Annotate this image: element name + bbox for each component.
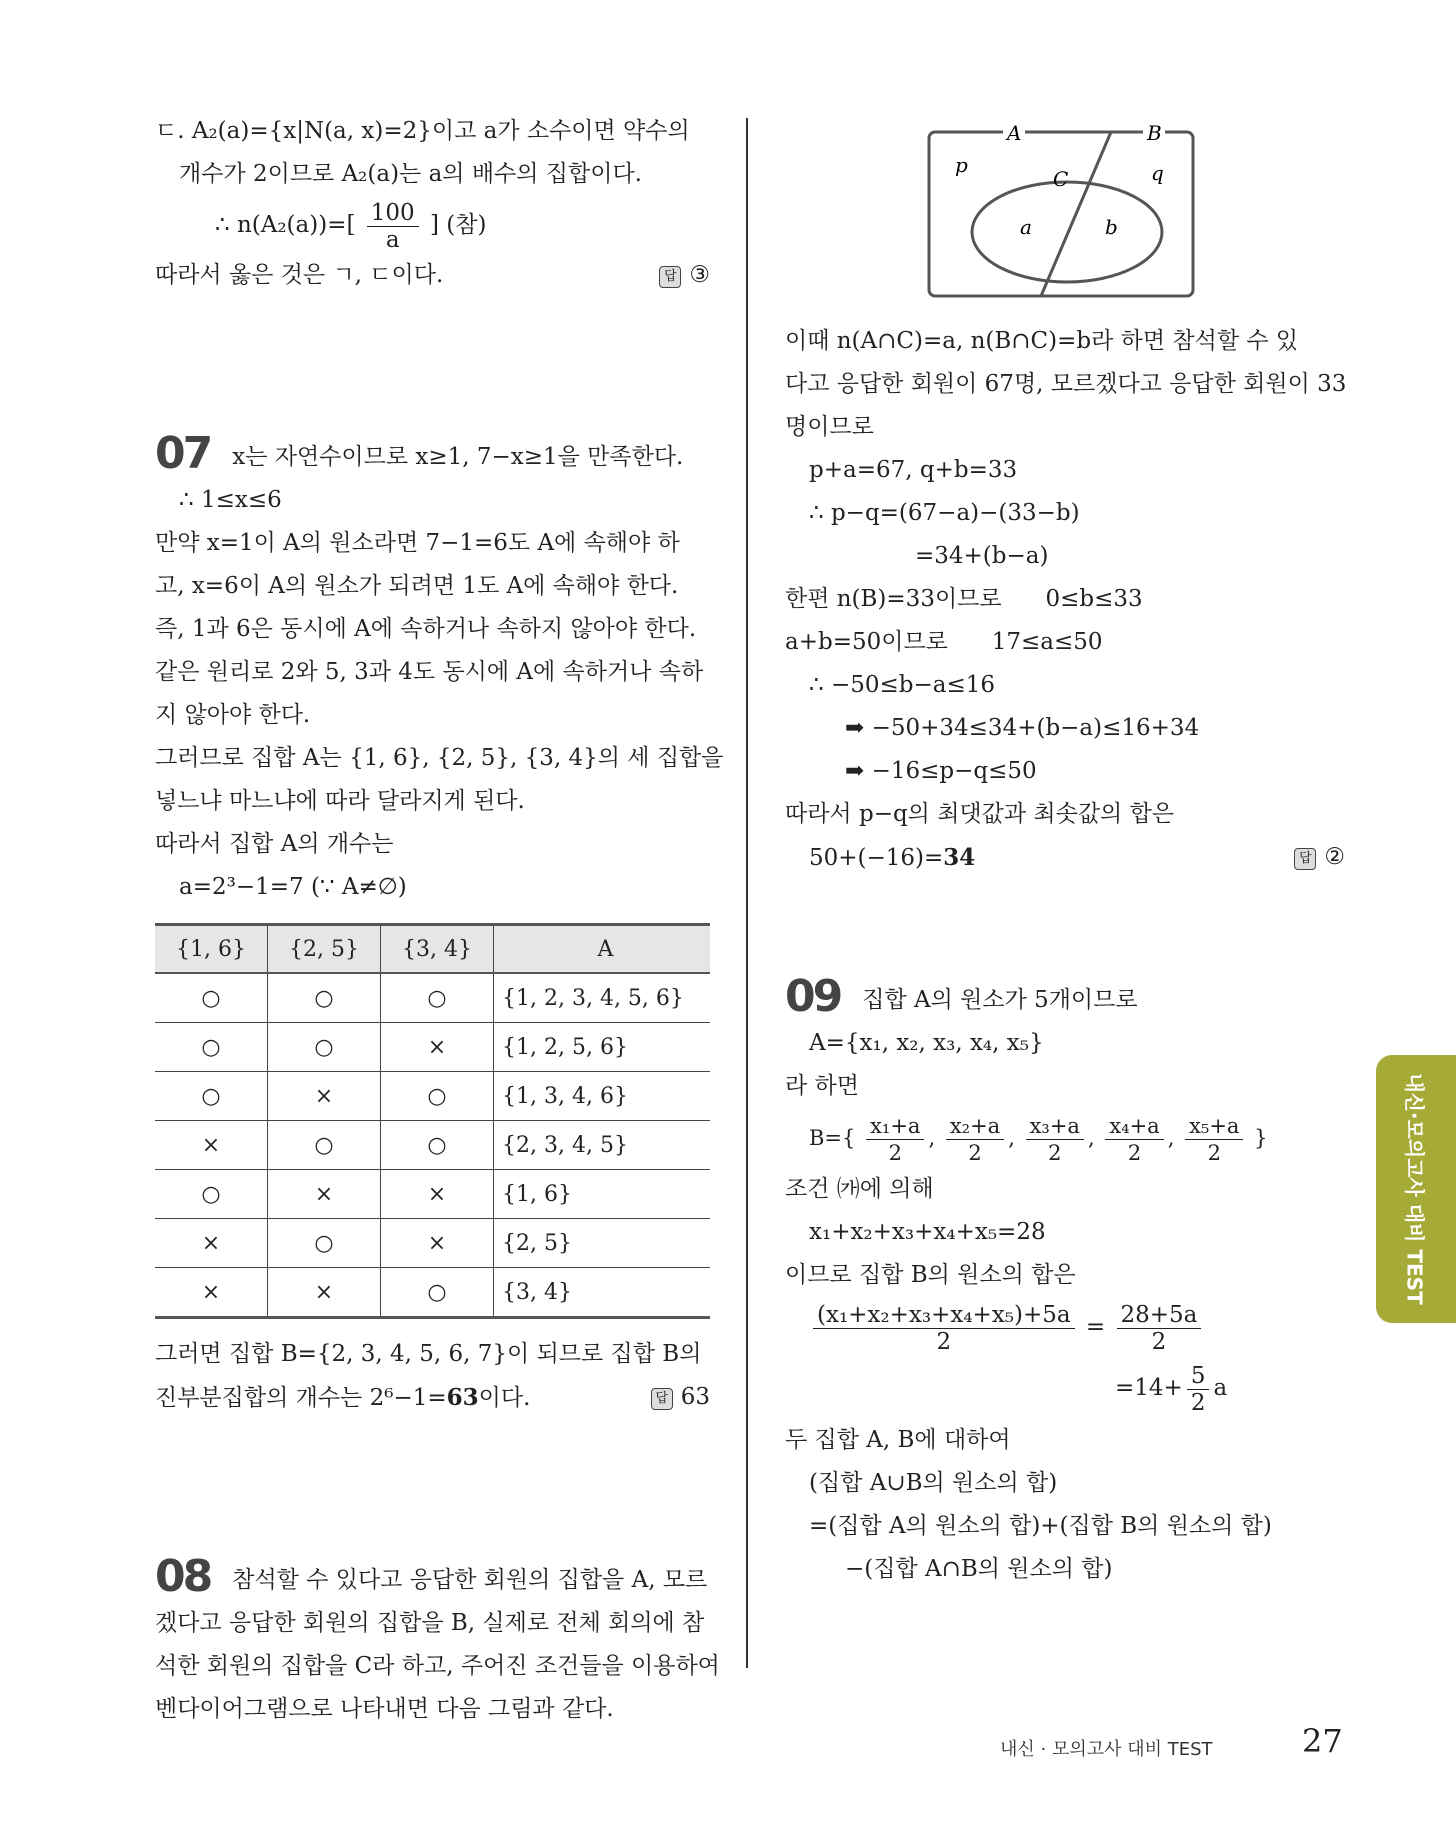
table-row [155, 1268, 710, 1318]
p07-line-1 [155, 428, 710, 479]
table-cell: {1, 6} [494, 1170, 711, 1219]
venn-universal-rect [929, 132, 1193, 296]
subset-table [155, 923, 710, 1319]
frac-numerator: x₄+a [1105, 1113, 1163, 1140]
venn-label-b: b [1105, 215, 1118, 239]
table-cell: ○ [155, 1170, 268, 1219]
table-cell: × [381, 1023, 494, 1072]
answer-badge: 답 [651, 1388, 673, 1410]
table-cell: × [155, 1121, 268, 1170]
p09-sum-fraction [785, 1297, 1345, 1357]
p08-line-2: 겠다고 응답한 회원의 집합을 B, 실제로 전체 회의에 참 [155, 1610, 705, 1636]
problem-number-08: 08 [155, 1551, 211, 1602]
problem-number-07: 07 [155, 428, 211, 479]
frac-denominator: a [385, 226, 400, 253]
answer-08 [1294, 836, 1345, 879]
sum-frac-2 [1117, 1302, 1202, 1355]
p08r-line-6: =34+(b−a) [915, 543, 1049, 569]
p09-line-3: 라 하면 [785, 1073, 859, 1099]
table-cell: ○ [155, 973, 268, 1023]
side-tab [1376, 1055, 1456, 1323]
p09-line-2: A={x₁, x₂, x₃, x₄, x₅} [809, 1030, 1044, 1056]
p08r-line-13 [785, 836, 1345, 880]
p08r-l13-pre: 50+(−16)= [809, 845, 944, 871]
b-frac [866, 1113, 924, 1166]
p07-line-12: 그러면 집합 B={2, 3, 4, 5, 6, 7}이 되므로 집합 B의 [155, 1341, 702, 1367]
frac-denominator: 2 [888, 1141, 902, 1165]
p09-line-9 [785, 1357, 1345, 1419]
side-tab-label: 내신·모의고사 대비 TEST [1402, 1073, 1427, 1305]
table-cell: ○ [155, 1023, 268, 1072]
venn-divider-line [1041, 132, 1111, 296]
p09-line-7: 이므로 집합 B의 원소의 합은 [785, 1262, 1076, 1288]
p07-line-8: 그러므로 집합 A는 {1, 6}, {2, 5}, {3, 4}의 세 집합을 [155, 745, 724, 771]
venn-label-c: C [1053, 167, 1069, 191]
frac-denominator: 2 [1151, 1328, 1167, 1355]
table-header: {2, 5} [268, 925, 381, 974]
set-b-open: B={ [809, 1126, 856, 1150]
p06-line-1: ㄷ. A₂(a)={x|N(a, x)=2}이고 a가 소수이면 약수의 [155, 118, 690, 144]
p08-text: 참석할 수 있다고 응답한 회원의 집합을 A, 모르 [232, 1567, 708, 1593]
p07-line-10: 따라서 집합 A의 개수는 [155, 831, 394, 857]
p08r-line-9: ∴ −50≤b−a≤16 [809, 672, 995, 698]
p08r-line-4: p+a=67, q+b=33 [809, 457, 1018, 483]
table-cell: {1, 2, 5, 6} [494, 1023, 711, 1072]
p07-l13-bold: 63 [446, 1384, 479, 1411]
p08-line-3: 석한 회원의 집합을 C라 하고, 주어진 조건들을 이용하여 [155, 1653, 720, 1679]
frac-numerator: x₁+a [866, 1113, 924, 1140]
p06-conclusion: 따라서 옳은 것은 ㄱ, ㄷ이다. [155, 262, 444, 288]
table-header-row [155, 925, 710, 974]
venn-label-a-set: A [1007, 121, 1022, 145]
frac-denominator: 2 [968, 1141, 982, 1165]
page-number: 27 [1302, 1722, 1343, 1760]
p09-line-12: =(집합 A의 원소의 합)+(집합 B의 원소의 합) [809, 1513, 1272, 1539]
table-cell: {2, 3, 4, 5} [494, 1121, 711, 1170]
table-row [155, 1121, 710, 1170]
table-cell: × [155, 1219, 268, 1268]
p08r-line-5: ∴ p−q=(67−a)−(33−b) [809, 500, 1080, 526]
left-column [155, 110, 724, 1731]
p08r-line-3: 명이므로 [785, 414, 874, 440]
p07-line-6: 같은 원리로 2와 5, 3과 4도 동시에 A에 속하거나 속하 [155, 659, 704, 685]
table-cell: ○ [381, 1268, 494, 1318]
frac-denominator: 2 [1048, 1141, 1062, 1165]
p08r-line-11: ➡ −16≤p−q≤50 [845, 758, 1037, 784]
table-row [155, 1072, 710, 1121]
answer-07 [651, 1376, 710, 1419]
table-cell: × [155, 1268, 268, 1318]
table-cell: ○ [381, 1121, 494, 1170]
p07-line-5: 즉, 1과 6은 동시에 A에 속하거나 속하지 않아야 한다. [155, 616, 697, 642]
frac-denominator: 2 [1190, 1389, 1206, 1416]
table-cell: ○ [268, 1121, 381, 1170]
table-header: {3, 4} [381, 925, 494, 974]
p07-line-13 [155, 1376, 710, 1420]
p07-text: x는 자연수이므로 x≥1, 7−x≥1을 만족한다. [232, 444, 684, 470]
table-row [155, 1219, 710, 1268]
p07-line-4: 고, x=6이 A의 원소가 되려면 1도 A에 속해야 한다. [155, 573, 679, 599]
p08r-line-1: 이때 n(A∩C)=a, n(B∩C)=b라 하면 참석할 수 있 [785, 328, 1299, 354]
table-cell: ○ [381, 1072, 494, 1121]
b-frac [1026, 1113, 1084, 1166]
table-cell: × [381, 1219, 494, 1268]
p06-line-3 [155, 196, 710, 254]
p07-line-3: 만약 x=1이 A의 원소라면 7−1=6도 A에 속해야 하 [155, 530, 680, 556]
table-cell: ○ [381, 973, 494, 1023]
table-cell: × [268, 1072, 381, 1121]
frac-numerator: 5 [1187, 1363, 1210, 1390]
venn-label-b-set: B [1147, 121, 1162, 145]
table-cell: ○ [268, 1219, 381, 1268]
table-cell: {2, 5} [494, 1219, 711, 1268]
p08r-line-2: 다고 응답한 회원이 67명, 모르겠다고 응답한 회원이 33 [785, 371, 1347, 397]
p09-l9-post: a [1213, 1375, 1228, 1401]
frac-numerator: x₅+a [1185, 1113, 1243, 1140]
venn-label-q: q [1151, 161, 1164, 185]
p08r-line-10: ➡ −50+34≤34+(b−a)≤16+34 [845, 715, 1200, 741]
p09-line-10: 두 집합 A, B에 대하여 [785, 1427, 1011, 1453]
table-cell: {1, 2, 3, 4, 5, 6} [494, 973, 711, 1023]
table-header: A [494, 925, 711, 974]
p08r-line-8: a+b=50이므로 17≤a≤50 [785, 629, 1103, 655]
b-frac [1105, 1113, 1163, 1166]
p08r-line-12: 따라서 p−q의 최댓값과 최솟값의 합은 [785, 801, 1175, 827]
column-divider [746, 118, 748, 1668]
frac-numerator: x₃+a [1026, 1113, 1084, 1140]
p09-line-6: x₁+x₂+x₃+x₄+x₅=28 [809, 1219, 1046, 1245]
answer-value: ② [1324, 844, 1345, 870]
p09-line-13: −(집합 A∩B의 원소의 합) [845, 1556, 1113, 1582]
frac-numerator: 28+5a [1117, 1302, 1202, 1329]
p07-line-11: a=2³−1=7 (∵ A≠∅) [179, 874, 407, 900]
venn-label-p: p [955, 153, 968, 177]
table-cell: × [381, 1170, 494, 1219]
p07-line-2: ∴ 1≤x≤6 [179, 487, 282, 513]
right-column [785, 110, 1345, 1591]
p09-line-5: 조건 ㈎에 의해 [785, 1176, 934, 1202]
answer-badge: 답 [659, 266, 681, 288]
problem-number-09: 09 [785, 971, 841, 1022]
p07-l13-post: 이다. [478, 1385, 531, 1411]
set-b-close: } [1254, 1126, 1268, 1150]
p09-text: 집합 A의 원소가 5개이므로 [862, 987, 1138, 1013]
fraction-100-over-a [367, 200, 419, 253]
table-row [155, 973, 710, 1023]
p08r-line-7: 한편 n(B)=33이므로 0≤b≤33 [785, 586, 1143, 612]
answer-value: ③ [689, 262, 710, 288]
p09-l9-pre: =14+ [1115, 1375, 1183, 1401]
answer-06 [659, 254, 710, 297]
table-row [155, 1170, 710, 1219]
p07-line-7: 지 않아야 한다. [155, 702, 311, 728]
table-cell: ○ [155, 1072, 268, 1121]
p09-line-11: (집합 A∪B의 원소의 합) [809, 1470, 1058, 1496]
frac-denominator: 2 [1207, 1141, 1221, 1165]
venn-diagram [925, 110, 1197, 310]
p06-l3-post: ] (참) [429, 212, 487, 238]
frac-numerator: x₂+a [946, 1113, 1004, 1140]
p08-line-1 [155, 1551, 710, 1602]
p09-line-1 [785, 971, 1345, 1022]
answer-value: 63 [680, 1384, 710, 1410]
footer-title: 내신 · 모의고사 대비 TEST [1000, 1739, 1213, 1760]
p07-line-9: 넣느냐 마느냐에 따라 달라지게 된다. [155, 788, 525, 814]
table-cell: × [268, 1268, 381, 1318]
p06-l3-pre: ∴ n(A₂(a))=[ [215, 212, 356, 238]
table-row [155, 1023, 710, 1072]
table-cell: × [268, 1170, 381, 1219]
frac-denominator: 2 [1127, 1141, 1142, 1165]
venn-label-a: a [1020, 215, 1032, 239]
sum-frac [813, 1302, 1075, 1355]
equals-sign: = [1085, 1314, 1106, 1340]
answer-badge: 답 [1294, 848, 1316, 870]
frac-numerator: 100 [367, 200, 419, 227]
p08r-l13-bold: 34 [943, 844, 976, 871]
b-frac [946, 1113, 1004, 1166]
p06-line-2: 개수가 2이므로 A₂(a)는 a의 배수의 집합이다. [179, 161, 642, 187]
p09-set-b: B={ $\frac{\text{x₁+a}}{2}$ , $\frac{\text{x₂+a}}{2}$ , $\frac{\text{x₃+a}}{2}$ , $\frac{\text{x₄+a}}{2}$ , $\frac{\text{x₅+a}}{2}$ } [809, 1114, 1268, 1165]
table-cell: ○ [268, 1023, 381, 1072]
p07-l13-pre: 진부분집합의 개수는 2⁶−1= [155, 1385, 447, 1411]
table-cell: ○ [268, 973, 381, 1023]
table-header: {1, 6} [155, 925, 268, 974]
table-cell: {1, 3, 4, 6} [494, 1072, 711, 1121]
p08-line-4: 벤다이어그램으로 나타내면 다음 그림과 같다. [155, 1696, 614, 1722]
table-cell: {3, 4} [494, 1268, 711, 1318]
frac-numerator: (x₁+x₂+x₃+x₄+x₅)+5a [813, 1302, 1075, 1329]
b-frac [1185, 1113, 1243, 1166]
five-halves-frac [1187, 1363, 1210, 1416]
frac-denominator: 2 [936, 1328, 952, 1355]
p06-line-4 [155, 254, 710, 297]
